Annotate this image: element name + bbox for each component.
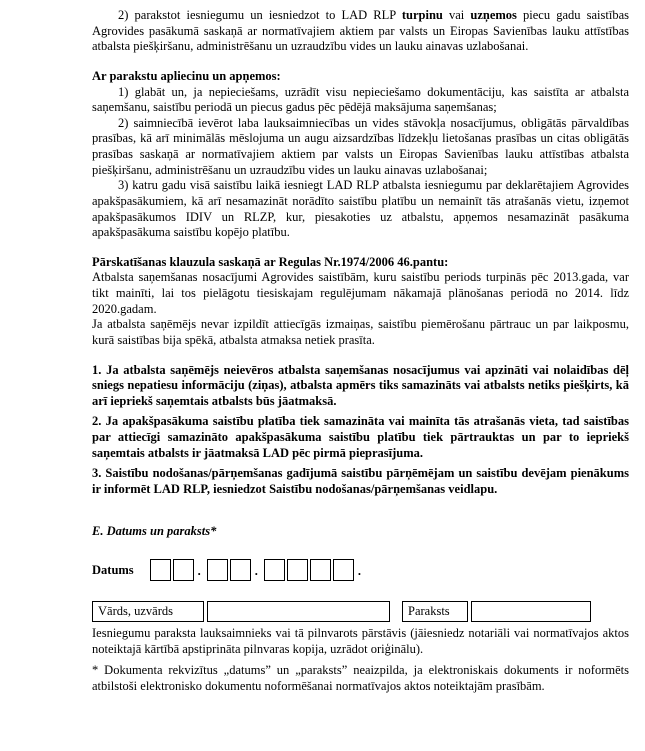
signature-input-field[interactable] [471, 601, 591, 622]
pledge-heading: Ar parakstu apliecinu un apņemos: [92, 68, 281, 83]
date-year-box-1[interactable] [264, 559, 285, 581]
intro-paragraph [92, 8, 629, 55]
pledge-item-3: 3) katru gadu visā saistību laikā iesniegt LAD RLP atbalsta iesniegumu par deklarētajiem Agrovides apakšpasākumiem, kā arī nesamazināt norādīto saistību platību un nemainīt tās atrašanās vietu, izņemot apakšpasākumos IDIV un RLZP, kur, piesakoties uz atbalstu, apņemos nesamazināt pasākuma apakšpasākuma saistību kopējo platību. [92, 178, 629, 240]
pledge-item-1: 1) glabāt un, ja nepieciešams, uzrādīt visu nepieciešamo dokumentāciju, kas saistīta ar atbalsta saņemšanu, saistību periodā un piecus gadus pēc pēdējā maksājuma saņemšanas; [92, 84, 629, 115]
date-separator-dot: . [197, 564, 201, 579]
review-clause-paragraph-2: Ja atbalsta saņēmējs nevar izpildīt attiecīgās izmaiņas, saistību piemērošanu pārtrauc un par laikposmu, kurā saistības bija spēkā, atbalsta atmaksa netiek prasīta. [92, 317, 629, 347]
date-separator-dot: . [357, 564, 362, 579]
intro-text-3: piecu gadu saistības Agrovides pasākumā saskaņā ar normatīvajiem aktiem par valsts un Eiropas Savienības lauku attīstības atbalsta piešķiršanu, administrēšanu un uzraudzību vides un lauku ainavas uzlabošanai. [92, 8, 629, 54]
warning-paragraph-2: 2. Ja apakšpasākuma saistību platība tiek samazināta vai mainīta tās atrašanās vieta, tad saistības par attiecīgi samazināto apakšpasākuma saistību platību tiek pārtrauktas un par to iepriekš saņemtais atbalsts ir jāatmaksā LAD pēc pirmā pieprasījuma. [92, 414, 629, 460]
review-clause-paragraph-1: Atbalsta saņemšanas nosacījumi Agrovides saistībām, kuru saistību periods turpinās pēc 2013.gada, var tikt mainīti, lai tos pielāgotu tiesiskajam regulējumam nākamajā plānošanas periodā no 2014. līdz 2020.gadam. [92, 270, 629, 316]
date-month-box-2[interactable] [230, 559, 251, 581]
warning-paragraph-1: 1. Ja atbalsta saņēmējs neievēros atbalsta saņemšanas nosacījumus vai apzināti vai nolaidības dēļ sniegs nepatiesu informāciju (ziņas), atbalsta apmērs tiks samazināts vai atbalsts netiks piešķirts, kā arī iepriekš saņemtais atbalsts būs jāatmaksā. [92, 362, 629, 408]
date-row [92, 559, 629, 581]
date-day-box-1[interactable] [150, 559, 171, 581]
date-month-box-1[interactable] [207, 559, 228, 581]
intro-text-1: 2) parakstot iesniegumu un iesniedzot to LAD RLP [118, 8, 402, 22]
date-year-box-3[interactable] [310, 559, 331, 581]
intro-bold-uznemos: uzņemos [470, 8, 517, 22]
section-e-heading: E. Datums un paraksts* [92, 523, 217, 538]
date-separator-dot: . [254, 564, 258, 579]
review-clause-heading: Pārskatīšanas klauzula saskaņā ar Regulas Nr.1974/2006 46.pantu: [92, 254, 449, 269]
name-label: Vārds, uzvārds [92, 601, 204, 622]
date-year-box-4[interactable] [333, 559, 354, 581]
date-day-box-2[interactable] [173, 559, 194, 581]
asterisk-footnote: * Dokumenta rekvizītus „datums” un „paraksts” neaizpilda, ja elektroniskais dokuments ir noformēts atbilstoši elektronisko dokumentu noformēšanai normatīvajos aktos noteiktajām prasībām. [92, 663, 629, 693]
pledge-item-2: 2) saimniecībā ievērot laba lauksaimniecības un vides stāvokļa nosacījumus, obligātās pārvaldības prasības, kā arī minimālās mēslojuma un augu aizsardzības līdzekļu lietošanas prasības un citas obligātās prasības saskaņā ar normatīvajiem aktiem par valsts un Eiropas Savienības lauku attīstības atbalsta piešķiršanu, administrēšanu un uzraudzību vides un lauku ainavas uzlabošanai; [92, 115, 629, 177]
signature-row [92, 601, 629, 622]
date-year-box-2[interactable] [287, 559, 308, 581]
authorization-footnote: Iesniegumu paraksta lauksaimnieks vai tā pilnvarots pārstāvis (jāiesniedz notariāli vai normatīvajos aktos noteiktajā kārtībā apstiprināta pilnvaras kopija, uzrādot oriģinālu). [92, 626, 629, 656]
intro-bold-turpinu: turpinu [401, 8, 443, 22]
intro-text-2: vai [442, 8, 471, 22]
signature-label: Paraksts [402, 601, 468, 622]
name-input-field[interactable] [207, 601, 390, 622]
warning-paragraph-3: 3. Saistību nodošanas/pārņemšanas gadījumā saistību pārņēmējam un saistību devējam pienākums ir informēt LAD RLP, iesniedzot Saistību nodošanas/pārņemšanas veidlapu. [92, 466, 629, 496]
date-label: Datums [92, 563, 134, 578]
